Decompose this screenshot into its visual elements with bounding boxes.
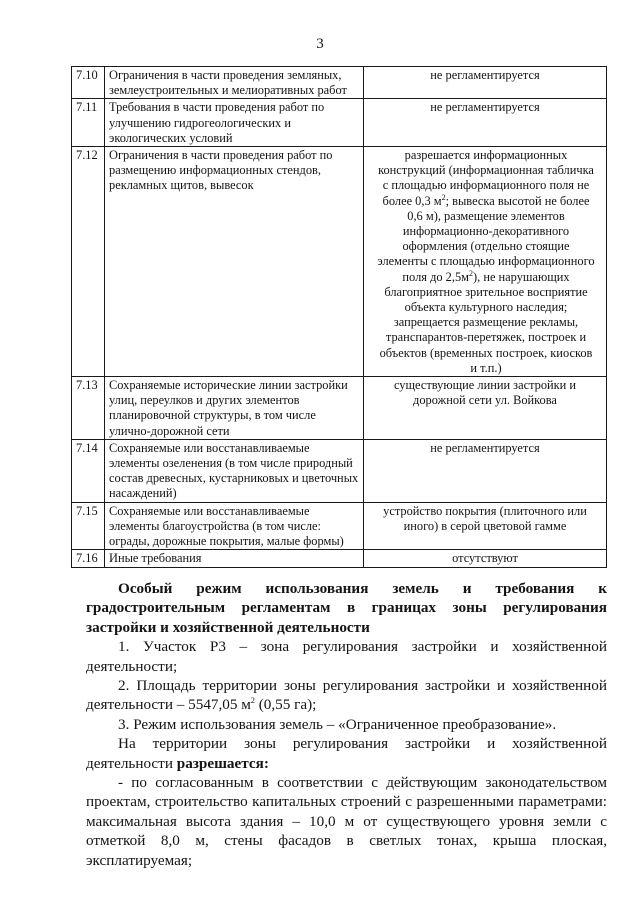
row-number: 7.12 [72,147,105,377]
paragraph-text: На территории зоны регулирования застройки и хозяйственной деятельности [86,735,607,772]
row-number: 7.10 [72,67,105,99]
page-number: 3 [316,36,324,52]
value-text: запрещается размещение рекламы, транспарантов-перетяжек, построек и объектов (временных построек, киосков и т.п.) [379,315,593,375]
paragraph-emphasis: разрешается: [176,754,269,772]
row-value: устройство покрытия (плиточного или иного) в серой цветовой гамме [364,502,607,550]
superscript: 2 [469,268,473,278]
table-row [72,439,607,502]
row-name: Ограничения в части проведения работ по размещению информационных стендов, рекламных щитов, вывесок [105,147,364,377]
value-text: ; вывеска высотой не более 0,6 м), размещение элементов информационно-декоративного оформления (отдельно стоящие элементы с площадью информационного поля до 2,5м [377,193,595,284]
row-name: Сохраняемые или восстанавливаемые элементы озеленения (в том числе природный состав древесных, кустарниковых и цветочных насаждений) [105,439,364,502]
row-name: Иные требования [105,550,364,567]
paragraph: 1. Участок Р3 – зона регулирования застройки и хозяйственной деятельности; [86,638,607,675]
value-text: ), не нарушающих благоприятное зрительное восприятие объекта культурного наследия; [384,269,588,315]
paragraph: - по согласованным в соответствии с действующим законодательством проектам, строительство капитальных строений с разрешенными параметрами: максимальная высота здания – 10,0 м от существующего уровня земли с отметкой 8,0 м, стены фасадов в светлых тонах, крыша плоская, эксплатируемая; [86,774,607,869]
row-number: 7.13 [72,377,105,440]
row-name: Сохраняемые или восстанавливаемые элементы благоустройства (в том числе: ограды, дорожные покрытия, малые формы) [105,502,364,550]
row-name: Требования в части проведения работ по улучшению гидрогеологических и экологических условий [105,99,364,147]
table-row [72,550,607,567]
table-row [72,147,607,377]
row-number: 7.16 [72,550,105,567]
row-value: не регламентируется [364,99,607,147]
table-row [72,377,607,440]
row-number: 7.14 [72,439,105,502]
body-text [86,579,607,870]
superscript: 2 [250,696,255,706]
table-row [72,67,607,99]
row-value: существующие линии застройки и дорожной сети ул. Войкова [364,377,607,440]
row-number: 7.15 [72,502,105,550]
paragraph [86,734,607,773]
table-row [72,99,607,147]
table-row [72,502,607,550]
row-value: не регламентируется [364,439,607,502]
row-number: 7.11 [72,99,105,147]
row-value: отсутствуют [364,550,607,567]
row-name: Ограничения в части проведения земляных, землеустроительных и мелиоративных работ [105,67,364,99]
paragraph-text: (0,55 га); [254,696,317,714]
paragraph: 3. Режим использования земель – «Ограниченное преобразование». [118,715,557,733]
row-value: не регламентируется [364,67,607,99]
value-text: разрешается информационных конструкций (информационная табличка с площадью информационного поля не более 0,3 м [378,148,594,208]
section-heading: Особый режим использования земель и требования к градостроительным регламентам в границах зоны регулирования застройки и хозяйственной деятельности [86,580,607,636]
row-value [364,147,607,377]
regulations-table [71,66,607,568]
paragraph [86,676,607,715]
paragraph-text: 2. Площадь территории зоны регулирования застройки и хозяйственной деятельности – 5547,05 м [86,677,607,714]
row-name: Сохраняемые исторические линии застройки улиц, переулков и других элементов планировочной структуры, в том числе улично-дорожной сети [105,377,364,440]
superscript: 2 [441,192,446,202]
